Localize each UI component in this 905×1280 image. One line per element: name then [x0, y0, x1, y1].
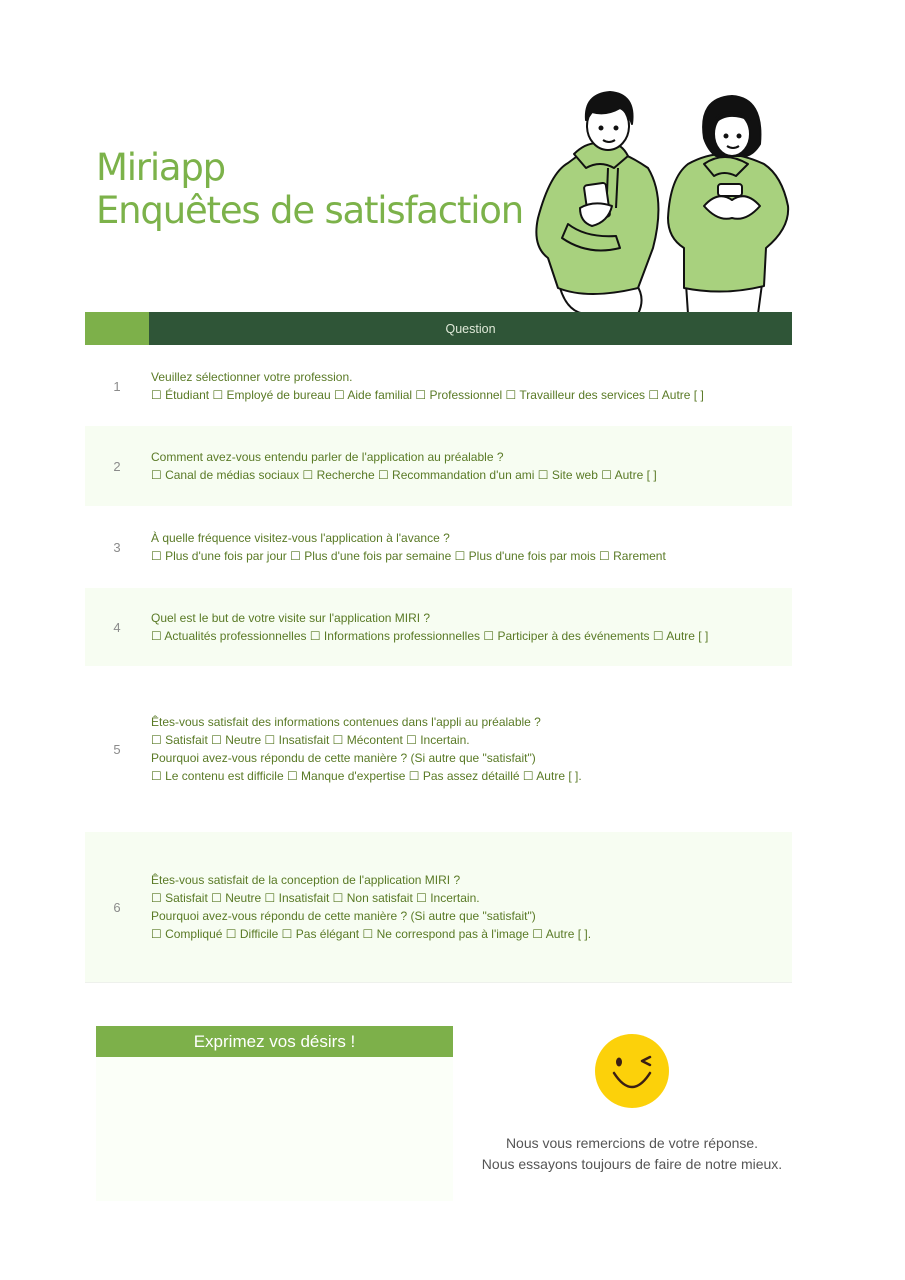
question-text: Êtes-vous satisfait de la conception de l'application MIRI ?	[151, 873, 461, 887]
table-row	[85, 588, 792, 666]
wishes-textarea[interactable]	[96, 1057, 453, 1201]
title-app-name: Miriapp	[96, 146, 225, 189]
row-number: 2	[113, 458, 121, 474]
table-row	[85, 832, 792, 982]
question-text: Comment avez-vous entendu parler de l'application au préalable ?	[151, 450, 504, 464]
question-text: À quelle fréquence visitez-vous l'application à l'avance ?	[151, 531, 450, 545]
followup-question-text: Pourquoi avez-vous répondu de cette manière ? (Si autre que "satisfait")	[151, 909, 536, 923]
table-row	[85, 426, 792, 506]
row-question	[149, 713, 792, 785]
winking-smiley-icon	[594, 1033, 670, 1109]
row-question	[149, 448, 792, 484]
row-question	[149, 529, 792, 565]
title-subtitle: Enquêtes de satisfaction	[96, 189, 523, 232]
thanks-line-1: Nous vous remercions de votre réponse.	[505, 1135, 759, 1151]
row-number: 4	[113, 619, 121, 635]
question-text: Êtes-vous satisfait des informations contenues dans l'appli au préalable ?	[151, 715, 541, 729]
followup-answer-options[interactable]: ☐ Le contenu est difficile ☐ Manque d'expertise ☐ Pas assez détaillé ☐ Autre [ ].	[151, 769, 582, 783]
column-header-number	[85, 312, 149, 345]
wishes-box	[96, 1026, 453, 1201]
question-text: Veuillez sélectionner votre profession.	[151, 370, 353, 384]
question-text: Quel est le but de votre visite sur l'application MIRI ?	[151, 611, 431, 625]
page-title	[96, 146, 523, 232]
followup-question-text: Pourquoi avez-vous répondu de cette manière ? (Si autre que "satisfait")	[151, 751, 536, 765]
row-question	[149, 609, 792, 645]
thank-you-message	[462, 1133, 802, 1175]
answer-options[interactable]: ☐ Satisfait ☐ Neutre ☐ Insatisfait ☐ Mécontent ☐ Incertain.	[151, 733, 470, 747]
row-number: 5	[113, 741, 121, 757]
row-question	[149, 871, 792, 943]
wishes-header: Exprimez vos désirs !	[96, 1026, 453, 1057]
thanks-line-2: Nous essayons toujours de faire de notre mieux.	[481, 1156, 783, 1172]
row-number: 3	[113, 539, 121, 555]
table-row	[85, 666, 792, 832]
table-row	[85, 346, 792, 426]
answer-options[interactable]: ☐ Canal de médias sociaux ☐ Recherche ☐ Recommandation d'un ami ☐ Site web ☐ Autre [ ]	[151, 468, 657, 482]
answer-options[interactable]: ☐ Satisfait ☐ Neutre ☐ Insatisfait ☐ Non satisfait ☐ Incertain.	[151, 891, 480, 905]
row-question	[149, 368, 792, 404]
table-bottom-divider	[85, 982, 792, 983]
answer-options[interactable]: ☐ Plus d'une fois par jour ☐ Plus d'une fois par semaine ☐ Plus d'une fois par mois ☐ Rarement	[151, 549, 666, 563]
answer-options[interactable]: ☐ Étudiant ☐ Employé de bureau ☐ Aide familial ☐ Professionnel ☐ Travailleur des services ☐ Autre [ ]	[151, 388, 704, 402]
table-row	[85, 506, 792, 588]
row-number: 6	[113, 899, 121, 915]
table-header	[85, 312, 792, 345]
column-header-question: Question	[149, 312, 792, 345]
row-number: 1	[113, 378, 121, 394]
two-people-with-phones-illustration	[528, 88, 798, 314]
answer-options[interactable]: ☐ Actualités professionnelles ☐ Informations professionnelles ☐ Participer à des événements ☐ Autre [ ]	[151, 629, 709, 643]
followup-answer-options[interactable]: ☐ Compliqué ☐ Difficile ☐ Pas élégant ☐ Ne correspond pas à l'image ☐ Autre [ ].	[151, 927, 592, 941]
